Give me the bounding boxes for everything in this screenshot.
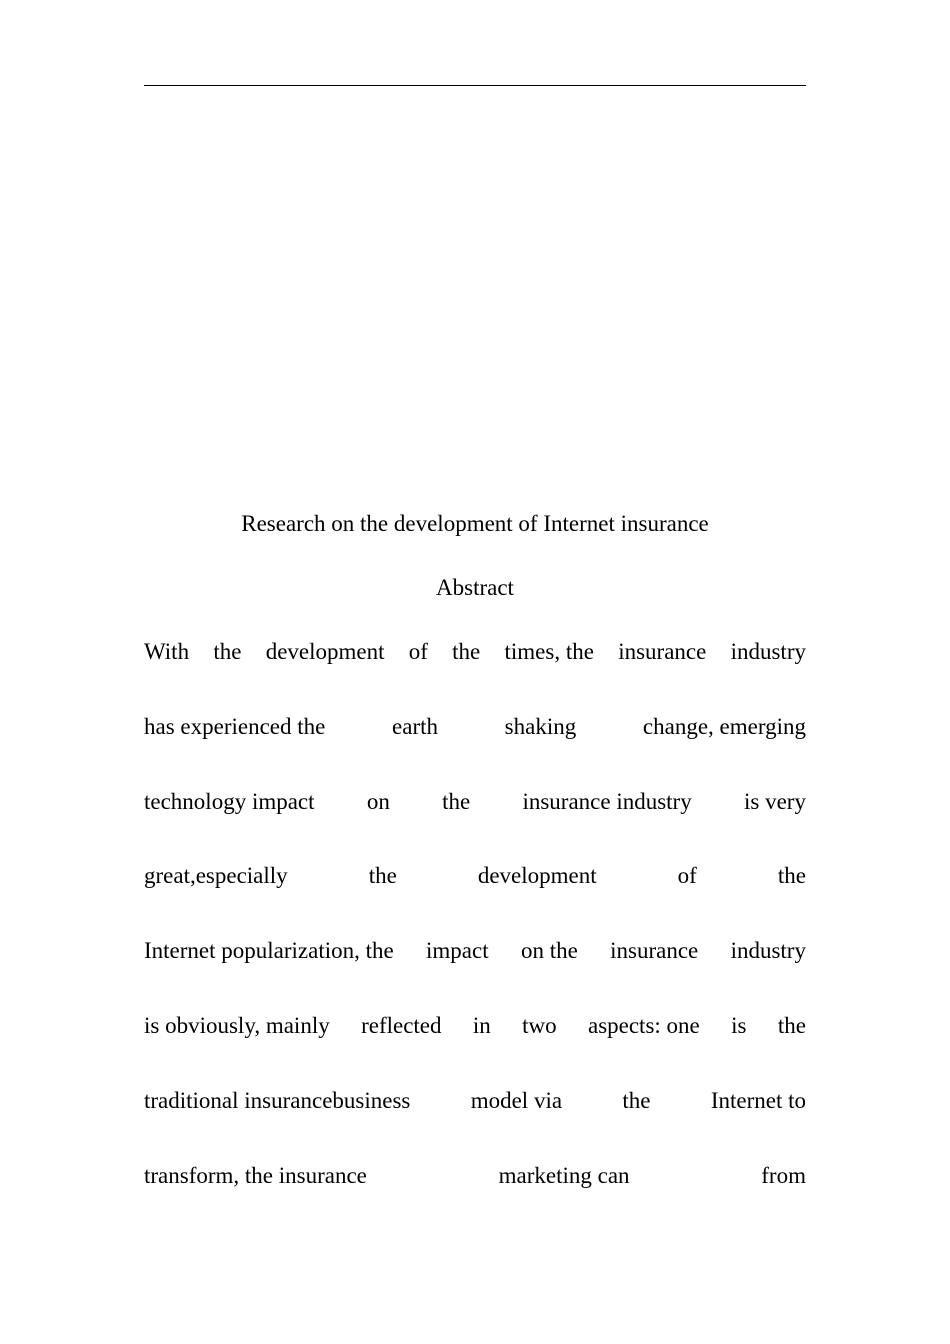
abstract-word: industry — [730, 639, 806, 664]
abstract-word: technology impact — [144, 788, 315, 814]
document-title: Research on the development of Internet insurance — [241, 511, 709, 536]
abstract-word: the — [442, 788, 471, 814]
abstract-word: is — [731, 1013, 747, 1038]
abstract-word: traditional insurancebusiness — [144, 1087, 411, 1113]
abstract-line — [144, 636, 806, 668]
abstract-word: is obviously, mainly — [144, 1013, 330, 1038]
abstract-word: Internet popularization, the — [144, 938, 394, 964]
abstract-word: on the — [520, 938, 578, 964]
abstract-word: impact — [426, 938, 489, 964]
abstract-line — [144, 711, 806, 743]
abstract-word: has experienced the — [144, 713, 326, 739]
abstract-line — [144, 1160, 806, 1192]
abstract-word: the — [452, 639, 481, 664]
header-rule — [144, 85, 806, 86]
abstract-line — [144, 935, 806, 967]
abstract-word: With — [144, 639, 190, 664]
abstract-word: reflected — [361, 1013, 442, 1038]
abstract-word: of — [408, 639, 428, 664]
abstract-heading: Abstract — [436, 575, 514, 600]
abstract-word: in — [472, 1013, 491, 1038]
abstract-word: the — [213, 639, 242, 664]
abstract-line — [144, 786, 806, 818]
abstract-word: aspects: one — [587, 1013, 700, 1038]
abstract-word: the — [622, 1087, 651, 1113]
abstract-word: Internet to — [710, 1087, 806, 1113]
abstract-word: model via — [470, 1087, 563, 1113]
abstract-word: transform, the insurance — [144, 1162, 367, 1188]
abstract-word: of — [677, 863, 697, 889]
abstract-word: marketing can — [498, 1162, 630, 1188]
abstract-word: times, the — [504, 639, 594, 664]
abstract-line — [144, 1085, 806, 1117]
abstract-line — [144, 860, 806, 892]
abstract-word: is very — [743, 788, 806, 814]
abstract-word: on — [366, 788, 390, 814]
abstract-word: great,especially — [144, 863, 288, 889]
abstract-word: the — [777, 863, 806, 889]
abstract-word: shaking — [504, 713, 577, 739]
abstract-word: the — [368, 863, 397, 889]
abstract-word: change, emerging — [642, 713, 806, 739]
abstract-line — [144, 1010, 806, 1042]
abstract-word: development — [477, 863, 597, 889]
abstract-word: insurance industry — [522, 788, 692, 814]
abstract-word: industry — [730, 938, 806, 964]
abstract-word: two — [522, 1013, 557, 1038]
abstract-word: earth — [392, 713, 438, 739]
abstract-word: insurance — [610, 938, 699, 964]
abstract-word: insurance — [618, 639, 707, 664]
abstract-word: the — [777, 1013, 806, 1038]
abstract-word: from — [761, 1162, 806, 1188]
abstract-word: development — [265, 639, 385, 664]
